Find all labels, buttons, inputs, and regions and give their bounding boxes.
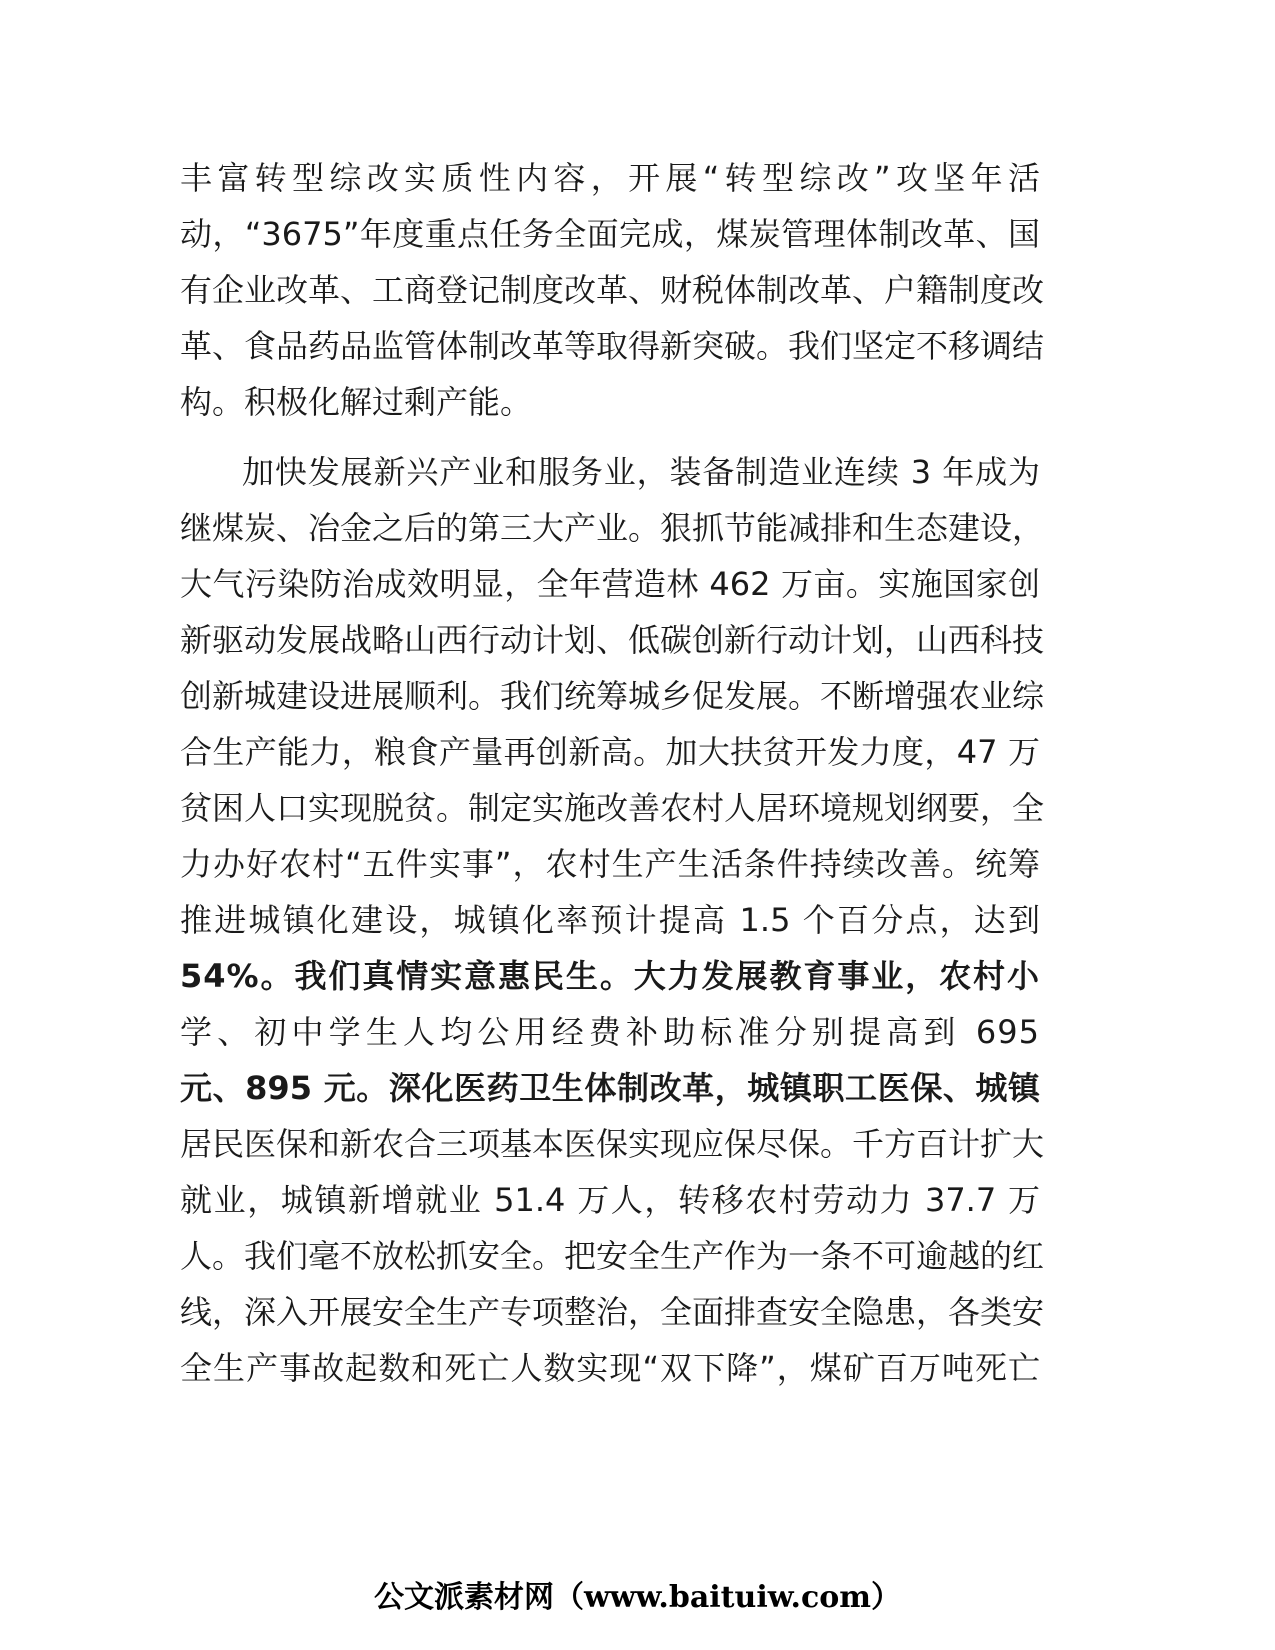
text-line: 学、初中学生人均公用经费补助标准分别提高到 695 bbox=[180, 1013, 1040, 1051]
text-line: 创新城建设进展顺利。我们统筹城乡促发展。不断增强农业综 bbox=[180, 677, 1045, 715]
text-line: 推进城镇化建设，城镇化率预计提高 1.5 个百分点，达到 bbox=[180, 901, 1040, 939]
text-line: 构。积极化解过剩产能。 bbox=[180, 383, 533, 421]
page-footer-watermark: 公文派素材网（www.baituiw.com） bbox=[373, 1580, 902, 1615]
text-line: 全生产事故起数和死亡人数实现“双下降”，煤矿百万吨死亡 bbox=[180, 1349, 1040, 1387]
text-line: 动，“3675”年度重点任务全面完成，煤炭管理体制改革、国 bbox=[180, 215, 1040, 253]
text-line: 居民医保和新农合三项基本医保实现应保尽保。千方百计扩大 bbox=[180, 1125, 1045, 1163]
text-line: 新驱动发展战略山西行动计划、低碳创新行动计划，山西科技 bbox=[180, 621, 1045, 659]
text-line: 有企业改革、工商登记制度改革、财税体制改革、户籍制度改 bbox=[180, 271, 1045, 309]
text-line: 合生产能力，粮食产量再创新高。加大扶贫开发力度，47 万 bbox=[180, 733, 1040, 771]
text-line: 就业，城镇新增就业 51.4 万人，转移农村劳动力 37.7 万 bbox=[180, 1181, 1040, 1219]
text-line: 元、895 元。深化医药卫生体制改革，城镇职工医保、城镇 bbox=[180, 1069, 1040, 1107]
paragraph-gap bbox=[180, 430, 1040, 444]
text-line: 继煤炭、冶金之后的第三大产业。狠抓节能减排和生态建设， bbox=[180, 509, 1045, 547]
text-line: 贫困人口实现脱贫。制定实施改善农村人居环境规划纲要，全 bbox=[180, 789, 1045, 827]
text-line: 54%。我们真情实意惠民生。大力发展教育事业，农村小 bbox=[180, 957, 1040, 995]
paragraph-1 bbox=[180, 150, 1045, 430]
paragraph-2 bbox=[180, 444, 1045, 1396]
text-line: 力办好农村“五件实事”，农村生产生活条件持续改善。统筹 bbox=[180, 845, 1040, 883]
text-line: 大气污染防治成效明显，全年营造林 462 万亩。实施国家创 bbox=[180, 565, 1040, 603]
document-body bbox=[180, 150, 1045, 1396]
text-line: 丰富转型综改实质性内容，开展“转型综改”攻坚年活 bbox=[180, 159, 1040, 197]
text-line: 加快发展新兴产业和服务业，装备制造业连续 3 年成为 bbox=[242, 453, 1040, 491]
text-line: 线，深入开展安全生产专项整治，全面排查安全隐患，各类安 bbox=[180, 1293, 1045, 1331]
text-line: 人。我们毫不放松抓安全。把安全生产作为一条不可逾越的红 bbox=[180, 1237, 1045, 1275]
text-line: 革、食品药品监管体制改革等取得新突破。我们坚定不移调结 bbox=[180, 327, 1045, 365]
